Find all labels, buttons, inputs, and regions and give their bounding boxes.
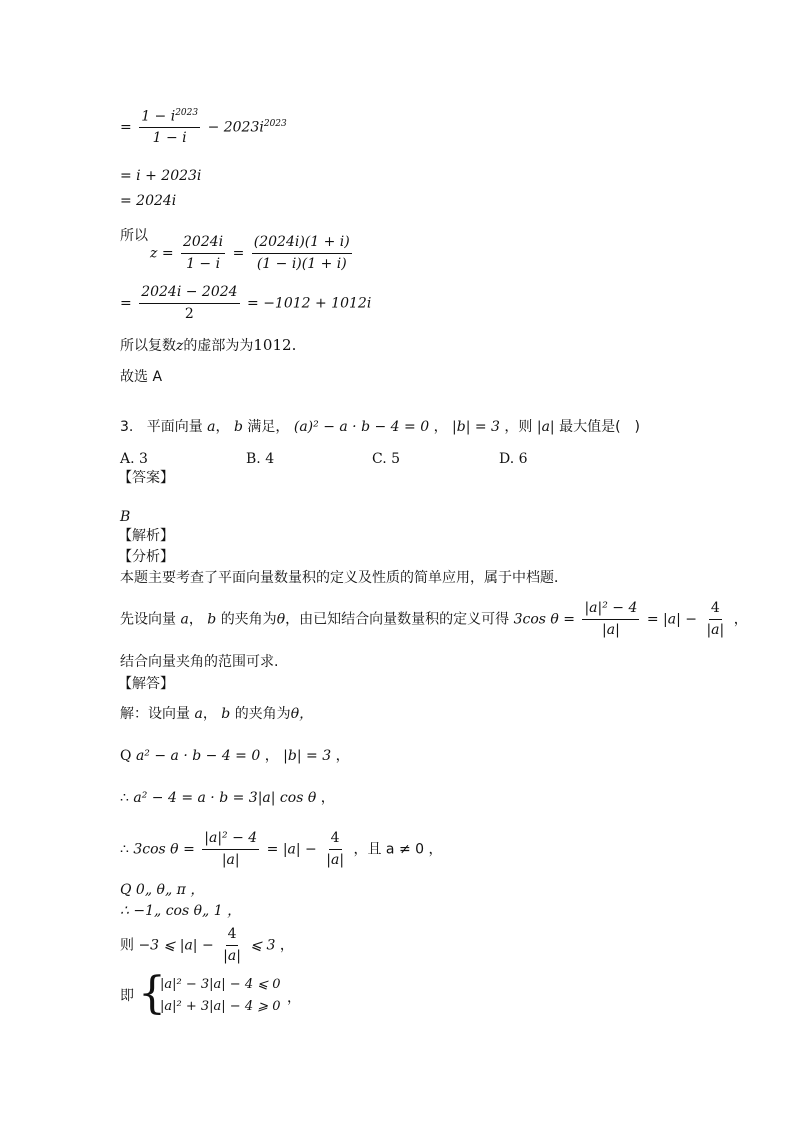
option-d: D. 6: [499, 451, 528, 467]
analysis-heading: 【解析】: [118, 528, 174, 544]
solution-line-5: Q 0„ θ„ π ，: [120, 882, 205, 898]
eq-line-6: 所以复数z的虚部为为1012.: [120, 336, 297, 354]
solution-line-4: ∴ 3cos θ = $\frac{\text{|a|² − 4}}{|a|}$ = |a| − $\frac{4}{|a|}$ ，且 a ≠ 0 ，: [120, 830, 443, 868]
option-c: C. 5: [372, 451, 401, 467]
fraction: $\frac{4}{|a|}$: [706, 600, 725, 638]
eq-line-2: = i + 2023i: [120, 168, 202, 184]
analysis-p2: 结合向量夹角的范围可求.: [120, 654, 279, 670]
fraction: $\frac{1 - i^{2023}}{1 - i}$: [141, 108, 199, 147]
analysis-p1: 先设向量 a， b 的夹角为θ，由已知结合向量数量积的定义可得 3cos θ = $\frac{\text{|a|² − 4}}{|a|}$ = |a| − $\frac{4}{|a|}$ ，: [120, 600, 748, 638]
fraction: $\frac{\text{|a|² − 4}}{|a|}$: [204, 830, 258, 868]
fraction: $\frac{(2024i)(1 + i)}{(1 - i)(1 + i)}$: [253, 234, 350, 272]
answer-value: B: [120, 509, 131, 525]
solution-line-8-label: 即: [120, 988, 134, 1004]
brace: {: [138, 968, 166, 1019]
option-b: B. 4: [246, 451, 275, 467]
question-stem: 3. 平面向量 a， b 满足， (a)² − a · b − 4 = 0 ， |b| = 3 ，则 |a| 最大值是( ): [120, 419, 641, 435]
fraction: $\frac{2024i}{1 - i}$: [183, 234, 224, 272]
analysis-sub-heading: 【分析】: [118, 549, 174, 565]
fraction: $\frac{\text{|a|² − 4}}{|a|}$: [584, 600, 638, 638]
solution-line-6: ∴ −1„ cos θ„ 1 ，: [120, 903, 242, 919]
fraction: $\frac{4}{|a|}$: [326, 830, 345, 868]
eq-line-1: = $\frac{1 - i^{2023}}{1 - i}$ − $2023i^{2023}$: [120, 108, 287, 147]
solution-line-3: ∴ a² − 4 = a · b = 3|a| cos θ ，: [120, 790, 335, 806]
eq-line-5: = $\frac{2024i - 2024}{2}$ = −1012 + 1012i: [120, 284, 372, 322]
system-row-1: |a|² − 3|a| − 4 ⩽ 0: [160, 977, 281, 992]
fraction: $\frac{4}{|a|}$: [223, 926, 241, 964]
fraction: $\frac{2024i - 2024}{2}$: [141, 284, 238, 322]
solution-line-7: 则 −3 ⩽ |a| − $\frac{4}{|a|}$ ⩽ 3 ，: [120, 926, 294, 964]
option-a: A. 3: [120, 451, 148, 467]
solution-line-8-end: ，: [287, 990, 301, 1006]
solution-line-1: 解：设向量 a， b 的夹角为θ，: [120, 706, 314, 722]
answer-heading: 【答案】: [118, 470, 174, 486]
eq-line-4-label: 所以: [120, 228, 148, 244]
solution-heading: 【解答】: [118, 676, 174, 692]
eq-line-7: 故选 A: [120, 369, 163, 385]
eq-line-4: z = $\frac{2024i}{1 - i}$ = $\frac{(2024i)(1 + i)}{(1 - i)(1 + i)}$: [150, 234, 350, 272]
solution-line-2: Q a² − a · b − 4 = 0 ， |b| = 3 ，: [120, 748, 350, 764]
eq-line-3: = 2024i: [120, 193, 177, 209]
system-row-2: |a|² + 3|a| − 4 ⩾ 0: [160, 999, 281, 1014]
analysis-summary: 本题主要考查了平面向量数量积的定义及性质的简单应用，属于中档题．: [120, 570, 568, 586]
